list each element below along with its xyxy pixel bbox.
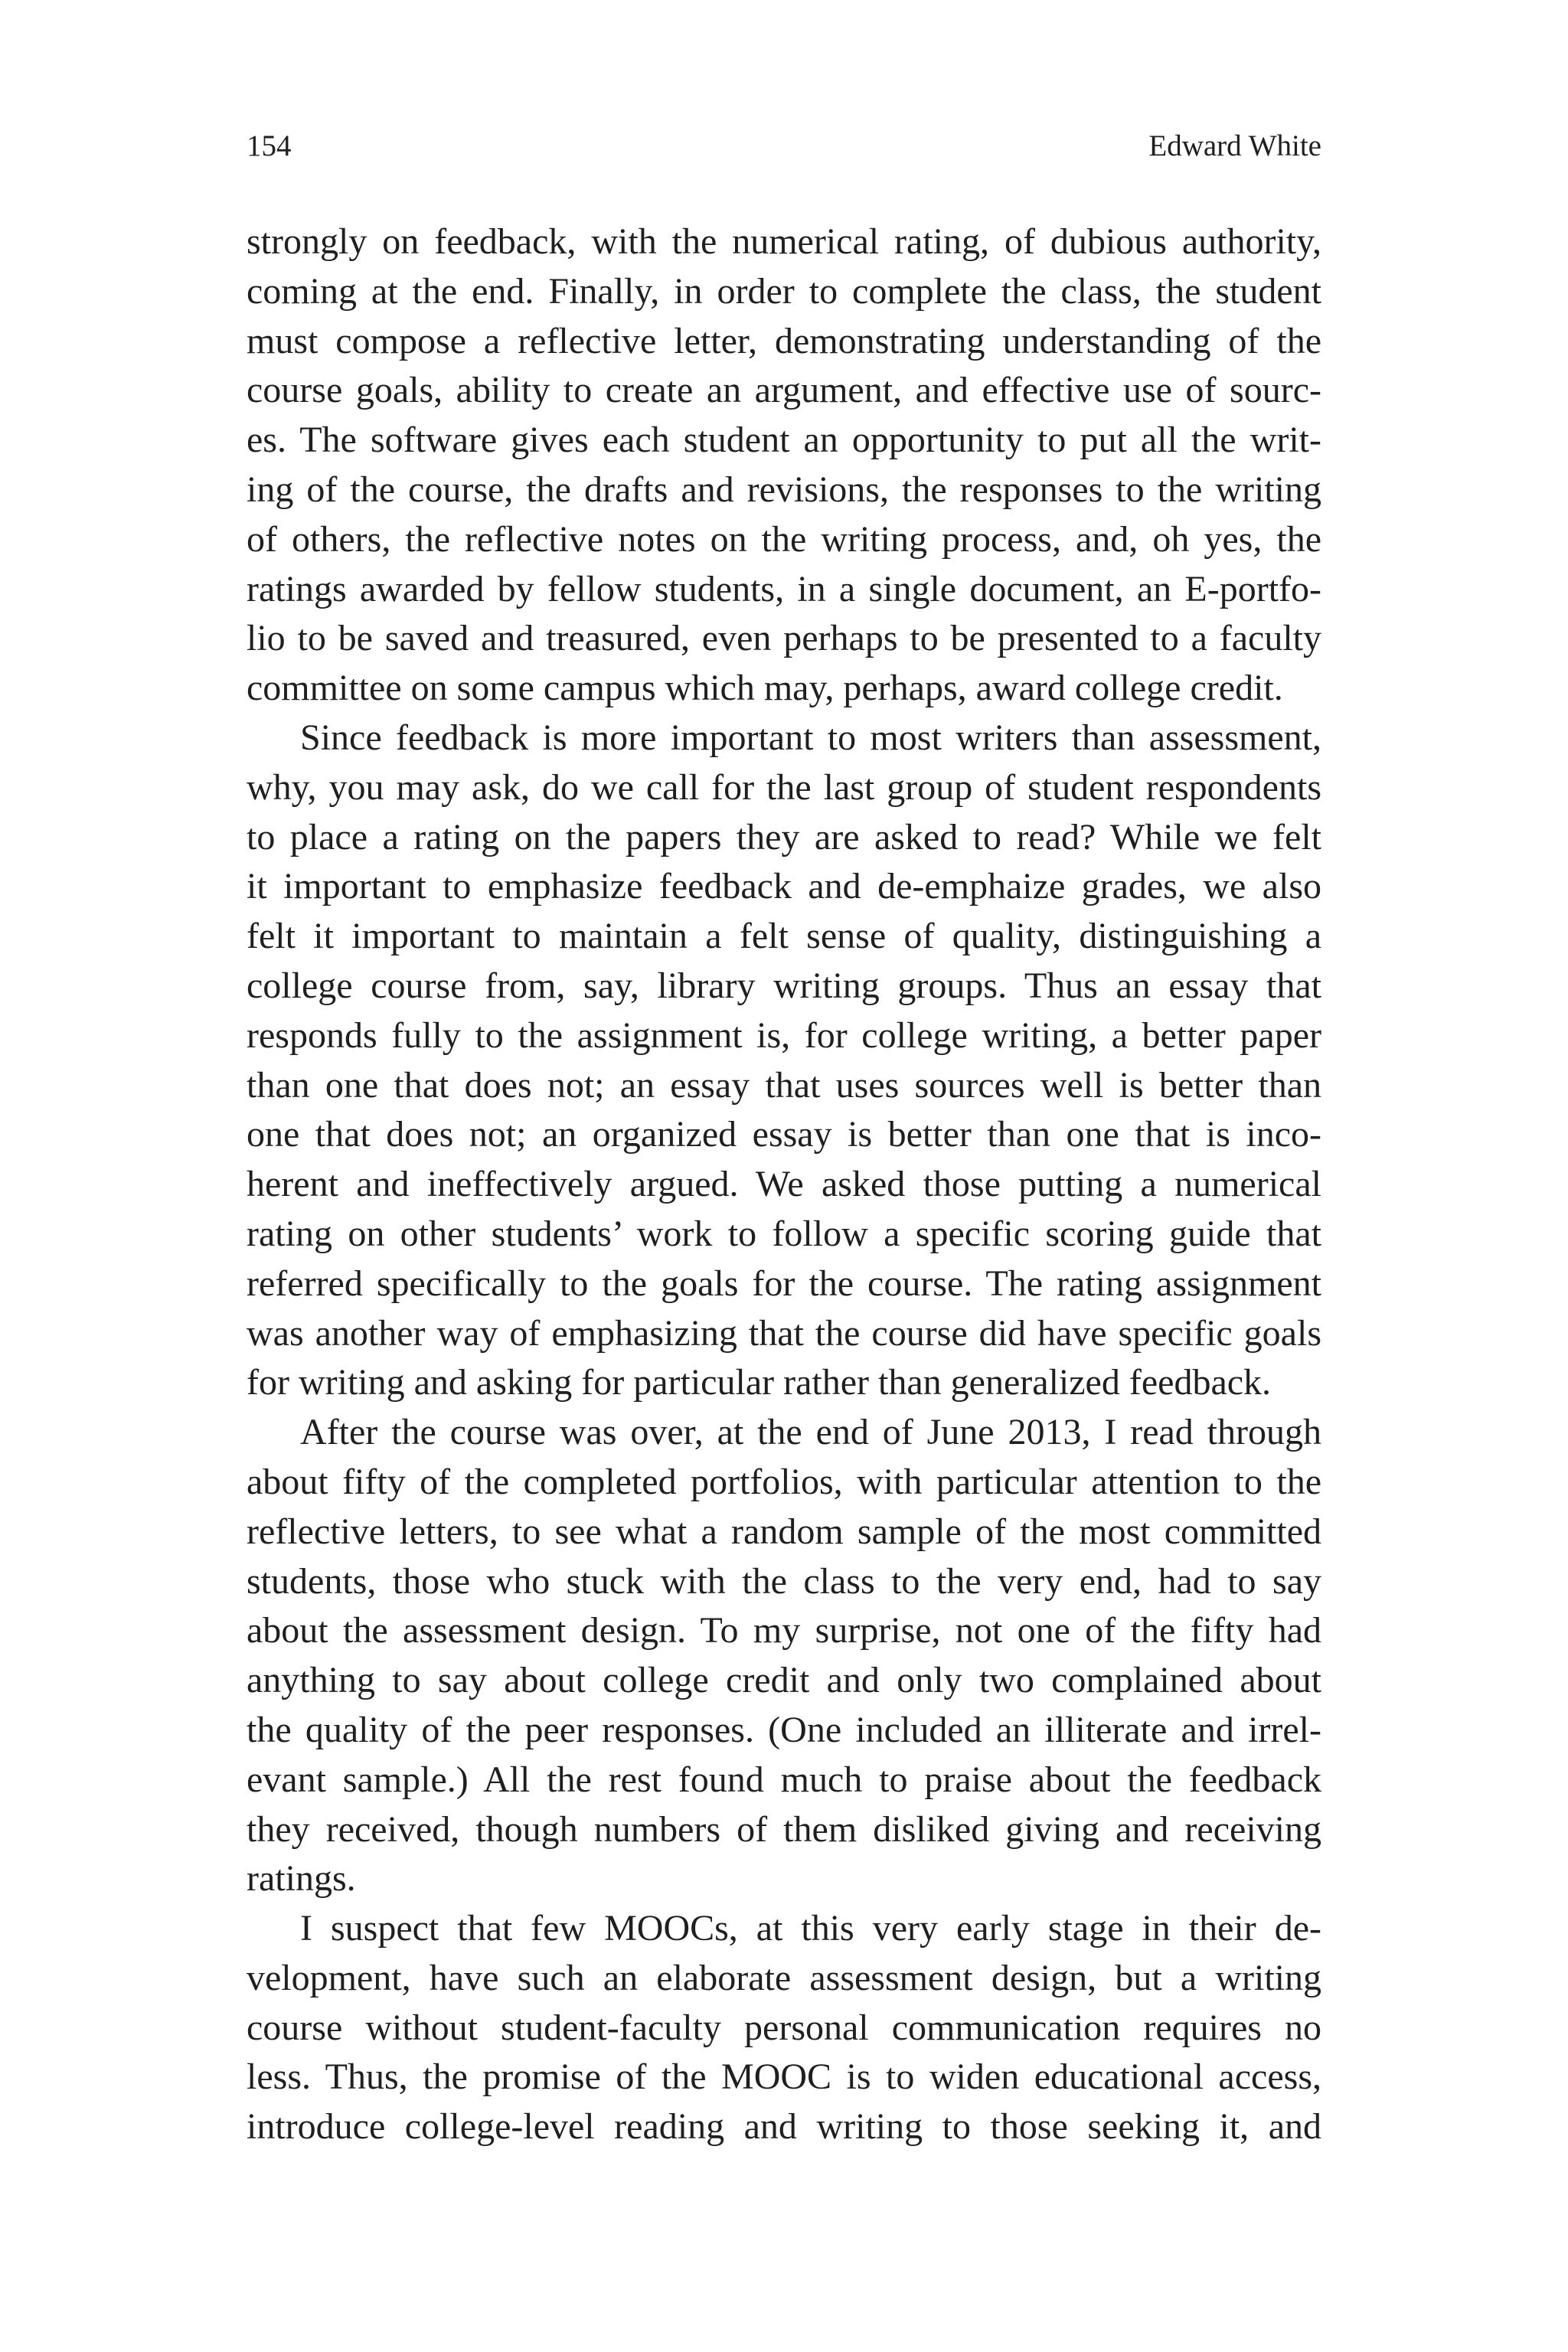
- text-line: why, you may ask, do we call for the last group of student respondents: [247, 766, 1321, 808]
- text-line: of others, the reflective notes on the writing process, and, oh yes, the: [247, 518, 1321, 560]
- text-line: less. Thus, the promise of the MOOC is to widen educational access,: [247, 2056, 1321, 2098]
- text-line: reflective letters, to see what a random sample of the most committed: [247, 1511, 1321, 1552]
- text-line: herent and ineffectively argued. We asked those putting a numerical: [247, 1164, 1321, 1205]
- text-line: ing of the course, the drafts and revisions, the responses to the writing: [247, 469, 1321, 510]
- text-line: to place a rating on the papers they are asked to read? While we felt: [247, 816, 1321, 858]
- text-line: for writing and asking for particular rather than generalized feedback.: [247, 1362, 1272, 1403]
- text-line: coming at the end. Finally, in order to complete the class, the student: [247, 270, 1321, 312]
- text-line: one that does not; an organized essay is better than one that is inco-: [247, 1114, 1321, 1155]
- text-line: than one that does not; an essay that uses sources well is better than: [247, 1064, 1321, 1106]
- text-line: was another way of emphasizing that the course did have specific goals: [247, 1312, 1321, 1354]
- text-line: students, those who stuck with the class to the very end, had to say: [247, 1560, 1321, 1602]
- text-line: referred specifically to the goals for the course. The rating assignment: [247, 1263, 1321, 1304]
- text-line: it important to emphasize feedback and de-emphaize grades, we also: [247, 866, 1321, 907]
- text-line: I suspect that few MOOCs, at this very early stage in their de-: [300, 1908, 1321, 1949]
- text-line: felt it important to maintain a felt sense of quality, distinguishing a: [247, 916, 1321, 957]
- text-line: about the assessment design. To my surprise, not one of the fifty had: [247, 1610, 1321, 1651]
- text-line: must compose a reflective letter, demonstrating understanding of the: [247, 320, 1321, 361]
- text-line: course goals, ability to create an argument, and effective use of sourc-: [247, 370, 1321, 411]
- text-line: velopment, have such an elaborate assessment design, but a writing: [247, 1957, 1321, 1998]
- text-line: After the course was over, at the end of June 2013, I read through: [300, 1412, 1321, 1453]
- text-line: strongly on feedback, with the numerical rating, of dubious authority,: [247, 221, 1321, 262]
- text-line: committee on some campus which may, perhaps, award college credit.: [247, 668, 1283, 709]
- text-line: introduce college-level reading and writing to those seeking it, and: [247, 2106, 1321, 2148]
- text-line: they received, though numbers of them disliked giving and receiving: [247, 1808, 1321, 1850]
- text-line: ratings awarded by fellow students, in a single document, an E-portfo-: [247, 568, 1321, 609]
- page-number: 154: [247, 129, 292, 162]
- text-line: rating on other students’ work to follow a specific scoring guide that: [247, 1213, 1321, 1254]
- running-head: [247, 125, 1321, 168]
- text-line: anything to say about college credit and only two complained about: [247, 1660, 1321, 1701]
- text-line: responds fully to the assignment is, for college writing, a better paper: [247, 1014, 1321, 1056]
- text-line: college course from, say, library writing groups. Thus an essay that: [247, 965, 1321, 1006]
- text-line: es. The software gives each student an opportunity to put all the writ-: [247, 420, 1321, 461]
- text-line: Since feedback is more important to most writers than assessment,: [300, 717, 1321, 758]
- running-title: Edward White: [1148, 129, 1321, 162]
- text-line: lio to be saved and treasured, even perhaps to be presented to a faculty: [247, 618, 1321, 659]
- text-line: the quality of the peer responses. (One included an illiterate and irrel-: [247, 1709, 1321, 1750]
- text-line: ratings.: [247, 1858, 356, 1900]
- body-text: [247, 217, 1321, 2152]
- text-line: about fifty of the completed portfolios, with particular attention to the: [247, 1461, 1321, 1502]
- text-line: evant sample.) All the rest found much to praise about the feedback: [247, 1759, 1321, 1800]
- text-line: course without student-faculty personal communication requires no: [247, 2007, 1321, 2048]
